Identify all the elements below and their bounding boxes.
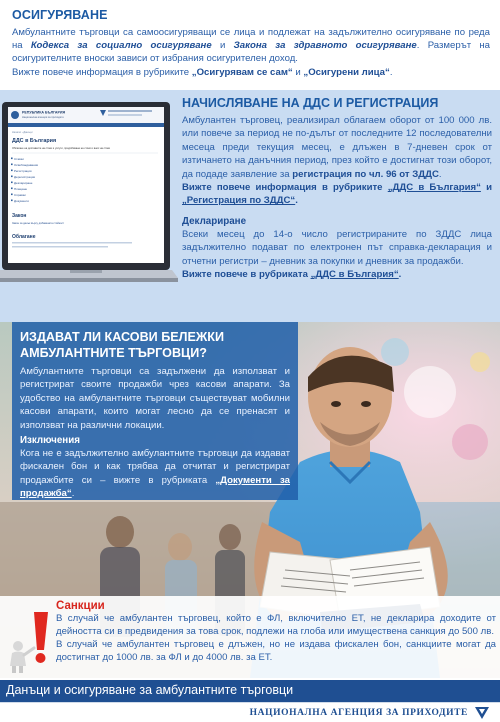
link-insured-persons[interactable]: „Осигурени лица“	[303, 66, 390, 78]
screen-breadcrumb: Начало › Данъци	[12, 131, 33, 134]
insurance-paragraph-2: Вижте повече информация в рубриките „Осигурявам се сам“ и „Осигурени лица“.	[12, 66, 393, 78]
screen-header-sub: Национална агенция за приходите	[22, 116, 64, 119]
sanctions-section	[0, 596, 500, 680]
screen-header: РЕПУБЛИКА БЪЛГАРИЯ	[22, 110, 66, 115]
screen-menu-item: Ставки	[14, 157, 24, 161]
sanctions-paragraph-2: В случай че амбулантен търговец е длъжен, но не издава фискален бон, санкциите могат да достигнат до 1000 лв. за ФЛ и до 4000 лв. за ЕТ.	[56, 639, 496, 663]
insurance-section	[0, 0, 500, 90]
declaration-title: Деклариране	[182, 215, 247, 227]
screen-menu-item: Плащане	[14, 187, 28, 191]
link-self-insured[interactable]: „Осигурявам се сам“	[191, 66, 293, 78]
screen-intro: Облагане на доставките на стоки и услуги, придобиване на стоки и внос на стоки	[12, 147, 111, 150]
screen-menu-item: Дерегистрация	[14, 175, 36, 179]
vat-registration-article: регистрация по чл. 96 от ЗДДС	[292, 168, 439, 180]
receipts-paragraph-2: Кога не е задължително амбулантните търговци да издават фискален бон и как трябва да отчитат и регистрират продажбите си – вижте в рубриката „Документи за продажба“.	[20, 448, 290, 500]
screen-menu-item: Регистрация	[14, 169, 32, 173]
warning-figure-icon	[4, 610, 54, 674]
screen-menu-item: Освобождавания	[14, 163, 39, 167]
sanctions-title: Санкции	[56, 600, 105, 612]
screen-page-title: ДДС в България	[12, 138, 57, 144]
laptop-illustration	[0, 102, 178, 290]
vat-title: НАЧИСЛЯВАНЕ НА ДДС И РЕГИСТРАЦИЯ	[182, 96, 439, 110]
receipts-paragraph-1: Амбулантните търговци са задължени да използват и регистрират своите продажби чрез касови апарати. За удобство на амбулантните търговци съществуват мобилни касови апарати, които могат лесно да се пренасят и използват на различни локации.	[20, 366, 290, 431]
insurance-paragraph-1: Амбулантните търговци са самоосигуряващи се лица и подлежат на задължително осигуряване по реда на Кодекса за социално осигуряване и Закона за здравното осигуряване. Размерът на осигурителните вноски зависи от избрания осигурителен доход.	[12, 27, 490, 65]
agency-name: НАЦИОНАЛНА АГЕНЦИЯ ЗА ПРИХОДИТЕ	[249, 708, 468, 718]
social-insurance-code: Кодекса за социално осигуряване	[30, 40, 212, 52]
link-sales-documents[interactable]: „Документи за продажба“	[20, 474, 290, 500]
exceptions-title: Изключения	[20, 435, 80, 447]
footer-agency-bar	[0, 702, 500, 722]
link-vat-in-bulgaria-2[interactable]: „ДДС в България“	[310, 269, 399, 281]
vat-text-column	[182, 96, 492, 281]
screen-law-heading: Закон	[12, 213, 27, 219]
footer-title-bar	[0, 680, 500, 702]
vat-paragraph-1: Амбулантен търговец, реализирал облагаем оборот от 100 000 лв. или повече за период не по-дълъг от последните 12 последователни месеца преди текущия месец, е длъжен в 7-дневен срок от изтичането на данъчния период, през който е достигнат този оборот, да подаде заявление за регистрация по чл. 96 от ЗДДС.	[182, 115, 492, 180]
receipts-info-box	[12, 322, 298, 500]
sanctions-paragraph-1: В случай че амбулантен търговец, който е ФЛ, включително ЕТ, не декларира доходите от дейността си в предвидения за това срок, подлежи на глоба или имуществена санкция до 500 лв.	[56, 613, 496, 637]
vat-paragraph-2: Вижте повече информация в рубриките „ДДС в България“ и „Регистрация по ЗДДС“.	[182, 182, 493, 207]
link-vat-in-bulgaria[interactable]: „ДДС в България“	[387, 182, 481, 194]
declaration-text: Всеки месец до 14-о число регистрираните по ЗДДС лица задължително подават по електронен път справка-декларация и отчетни регистри – дневник за покупки и дневник за продажби.	[182, 228, 492, 267]
screen-menu-item: Документи	[14, 199, 29, 203]
link-vat-registration[interactable]: „Регистрация по ЗДДС“	[182, 195, 296, 207]
vat-paragraph-3: Вижте повече в рубриката „ДДС в България“.	[182, 269, 402, 281]
screen-law-item: Закон за данък върху добавената стойност	[12, 222, 65, 225]
nra-logo-icon	[474, 705, 490, 721]
health-insurance-law: Закона за здравното осигуряване	[233, 40, 417, 52]
receipts-title: ИЗДАВАТ ЛИ КАСОВИ БЕЛЕЖКИ АМБУЛАНТНИТЕ ТЪРГОВЦИ?	[20, 330, 225, 360]
footer-title: Данъци и осигуряване за амбулантните търговци	[6, 683, 294, 697]
screen-menu-item: Справки	[14, 193, 26, 197]
screen-menu-item: Деклариране	[14, 181, 33, 185]
vat-section	[0, 90, 500, 322]
screen-tax-heading: Облагане	[12, 234, 36, 240]
insurance-title: ОСИГУРЯВАНЕ	[12, 8, 108, 22]
sanctions-text-column	[56, 600, 496, 664]
